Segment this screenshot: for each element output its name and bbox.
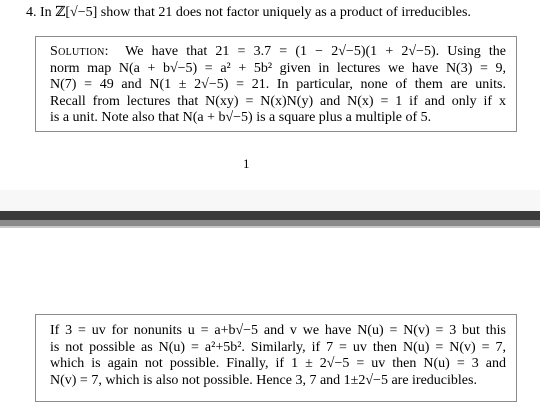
solution-line-1-text: We have that 21 = 3.7 = (1 − 2√−5)(1 + 2√−5). Using the	[125, 44, 507, 59]
continuation-paragraph	[50, 323, 506, 389]
solution-box	[35, 36, 517, 132]
continuation-line-3: which is again not possible. Finally, if 1 ± 2√−5 = uv then N(u) = 3 and	[50, 356, 506, 371]
solution-heading: Solution:	[50, 44, 109, 59]
page-separator-light	[0, 226, 540, 228]
page-separator-dark	[0, 211, 540, 220]
solution-line-5: is a unit. Note also that N(a + b√−5) is a square plus a multiple of 5.	[50, 110, 432, 125]
continuation-line-4: N(v) = 7, which is also not possible. Hence 3, 7 and 1±2√−5 are ireducibles.	[50, 372, 477, 388]
continuation-box	[35, 314, 517, 402]
page-gap	[0, 190, 540, 211]
question-text: 4. In ℤ[√−5] show that 21 does not factor uniquely as a product of irreducibles.	[26, 5, 471, 20]
solution-line-4: Recall from lectures that N(xy) = N(x)N(y) and N(x) = 1 if and only if x	[50, 93, 506, 109]
solution-line-2: norm map N(a + b√−5) = a² + 5b² given in lectures we have N(3) = 9,	[50, 60, 506, 76]
solution-line-1	[50, 44, 506, 61]
solution-paragraph	[50, 44, 506, 127]
continuation-line-2: is not possible as N(u) = a²+5b². Similarly, if 7 = uv then N(u) = N(v) = 7,	[50, 339, 506, 355]
continuation-line-1: If 3 = uv for nonunits u = a+b√−5 and v we have N(u) = N(v) = 3 but this	[50, 323, 506, 338]
page-number: 1	[243, 156, 250, 171]
solution-line-3: N(7) = 49 and N(1 ± 2√−5) = 21. In particular, none of them are units.	[50, 77, 506, 92]
